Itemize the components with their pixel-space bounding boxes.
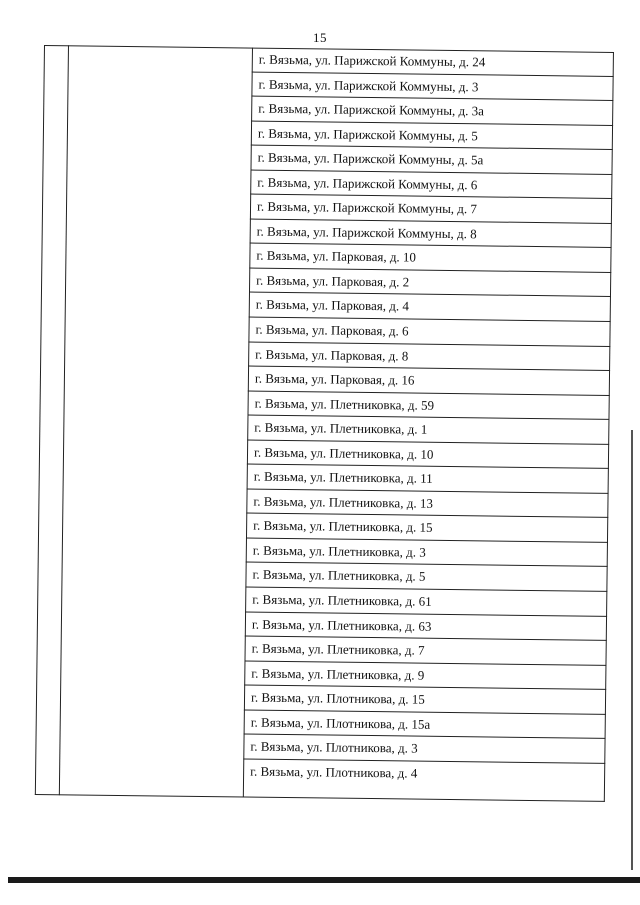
table-row: г. Вязьма, ул. Парковая, д. 4	[249, 293, 611, 322]
scan-bottom-bar	[8, 877, 640, 883]
table-row: г. Вязьма, ул. Плотникова, д. 15а	[244, 710, 606, 739]
address-column	[243, 48, 614, 789]
table-row: г. Вязьма, ул. Плетниковка, д. 61	[245, 588, 607, 617]
table-row: г. Вязьма, ул. Парковая, д. 16	[248, 367, 610, 396]
table-row: г. Вязьма, ул. Плетниковка, д. 7	[244, 637, 606, 666]
table-row: г. Вязьма, ул. Парижской Коммуны, д. 8	[250, 219, 612, 248]
table-row: г. Вязьма, ул. Плетниковка, д. 63	[245, 612, 607, 641]
table-row: г. Вязьма, ул. Парижской Коммуны, д. 24	[252, 48, 614, 77]
table-row: г. Вязьма, ул. Плетниковка, д. 3	[246, 538, 608, 567]
table-row: г. Вязьма, ул. Парковая, д. 2	[249, 268, 611, 297]
table-row: г. Вязьма, ул. Плотникова, д. 4	[250, 763, 418, 781]
table-row: г. Вязьма, ул. Плетниковка, д. 5	[245, 563, 607, 592]
table-row: г. Вязьма, ул. Плотникова, д. 15	[244, 686, 606, 715]
table-row: г. Вязьма, ул. Плетниковка, д. 15	[246, 514, 608, 543]
table-row: г. Вязьма, ул. Парковая, д. 8	[248, 342, 610, 371]
table-row: г. Вязьма, ул. Парижской Коммуны, д. 5а	[250, 146, 612, 175]
table-row: г. Вязьма, ул. Плотникова, д. 3	[243, 735, 605, 764]
table-row: г. Вязьма, ул. Парижской Коммуны, д. 6	[250, 170, 612, 199]
table-row: г. Вязьма, ул. Парижской Коммуны, д. 3а	[251, 97, 613, 126]
table-row: г. Вязьма, ул. Плетниковка, д. 11	[247, 465, 609, 494]
table-row: г. Вязьма, ул. Парковая, д. 6	[248, 318, 610, 347]
table-row: г. Вязьма, ул. Парковая, д. 10	[249, 244, 611, 273]
table-row: г. Вязьма, ул. Парижской Коммуны, д. 5	[251, 121, 613, 150]
table-left-border	[35, 45, 45, 795]
table-row: г. Вязьма, ул. Плетниковка, д. 10	[247, 440, 609, 469]
table-column-divider-1	[59, 45, 69, 795]
address-table	[35, 45, 614, 802]
table-row: г. Вязьма, ул. Плетниковка, д. 1	[247, 416, 609, 445]
page-number: 15	[313, 30, 327, 45]
table-row: г. Вязьма, ул. Плетниковка, д. 9	[244, 661, 606, 690]
table-bottom-border	[35, 794, 605, 802]
table-row: г. Вязьма, ул. Плетниковка, д. 59	[247, 391, 609, 420]
scan-edge-shadow	[631, 430, 633, 870]
table-row: г. Вязьма, ул. Парижской Коммуны, д. 3	[251, 72, 613, 101]
table-row: г. Вязьма, ул. Плетниковка, д. 13	[246, 489, 608, 518]
table-row: г. Вязьма, ул. Парижской Коммуны, д. 7	[250, 195, 612, 224]
